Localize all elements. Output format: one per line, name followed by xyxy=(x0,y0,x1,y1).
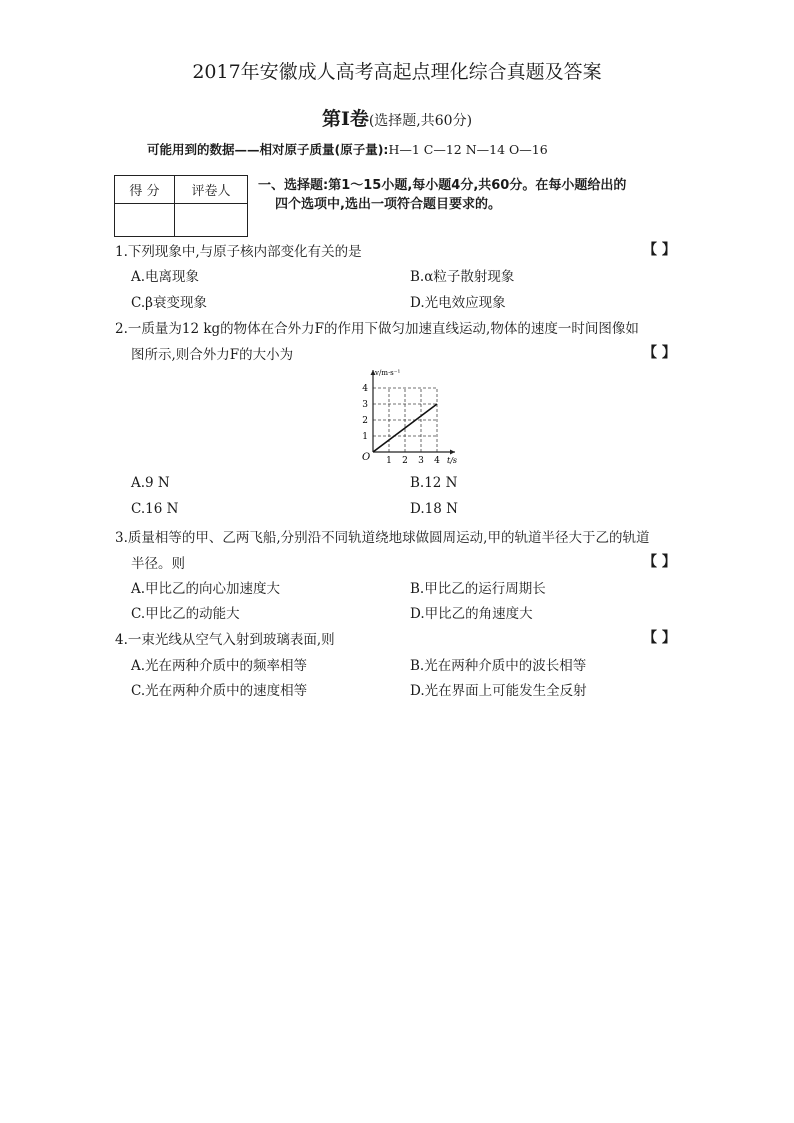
y-axis-label: v/m·s⁻¹ xyxy=(375,369,401,377)
q2-stem-line-2: 图所示,则合外力F的大小为 xyxy=(131,347,294,363)
x-axis-label: t/s xyxy=(447,456,458,465)
x-tick-label: 1 xyxy=(386,456,392,466)
grader-header: 评卷人 xyxy=(175,176,248,204)
x-tick-label: 4 xyxy=(434,456,440,466)
q4-option-a: A.光在两种介质中的频率相等 xyxy=(131,658,308,674)
y-tick-label: 4 xyxy=(362,384,368,394)
x-tick-label: 2 xyxy=(402,456,408,466)
grader-cell xyxy=(175,204,248,237)
y-tick-label: 3 xyxy=(362,400,368,410)
origin-label: O xyxy=(362,452,371,463)
atomic-mass-label: 可能用到的数据——相对原子质量(原子量): xyxy=(147,142,389,157)
q3-stem-line-1: 3.质量相等的甲、乙两飞船,分别沿不同轨道绕地球做圆周运动,甲的轨道半径大于乙的轨道 xyxy=(115,530,650,546)
section-line-1: 一、选择题:第1～15小题,每小题4分,共60分。在每小题给出的 xyxy=(258,178,627,193)
q3-answer-bracket: 【 】 xyxy=(643,554,676,570)
y-tick-label: 2 xyxy=(362,416,368,426)
q1-answer-bracket: 【 】 xyxy=(643,242,676,258)
section-instructions xyxy=(258,176,626,214)
volume-subtitle: (选择题,共60分) xyxy=(368,113,473,129)
score-cell xyxy=(115,204,175,237)
volume-header xyxy=(0,104,794,131)
q2-option-d: D.18 N xyxy=(410,501,458,517)
q3-option-a: A.甲比乙的向心加速度大 xyxy=(131,581,281,597)
q3-option-d: D.甲比乙的角速度大 xyxy=(410,606,533,622)
q2-answer-bracket: 【 】 xyxy=(643,345,676,361)
score-table xyxy=(114,175,248,237)
volume-title: 第Ⅰ卷 xyxy=(321,108,369,130)
section-line-2: 四个选项中,选出一项符合题目要求的。 xyxy=(275,197,501,212)
q2-option-a: A.9 N xyxy=(131,475,170,491)
q4-option-c: C.光在两种介质中的速度相等 xyxy=(131,683,308,699)
q2-option-b: B.12 N xyxy=(410,475,458,491)
q4-option-d: D.光在界面上可能发生全反射 xyxy=(410,683,587,699)
atomic-mass-line xyxy=(147,140,548,158)
q4-answer-bracket: 【 】 xyxy=(643,630,676,646)
q3-option-c: C.甲比乙的动能大 xyxy=(131,606,240,622)
q4-option-b: B.光在两种介质中的波长相等 xyxy=(410,658,587,674)
q1-stem: 1.下列现象中,与原子核内部变化有关的是 xyxy=(115,244,362,260)
atomic-mass-values: H—1 C—12 N—14 O—16 xyxy=(388,142,548,157)
q1-option-a: A.电离现象 xyxy=(131,269,200,285)
q2-stem-line-1: 2.一质量为12 kg的物体在合外力F的作用下做匀加速直线运动,物体的速度一时间图像如 xyxy=(115,321,639,337)
q1-option-d: D.光电效应现象 xyxy=(410,295,506,311)
q2-option-c: C.16 N xyxy=(131,501,179,517)
chart-grid xyxy=(373,388,437,452)
velocity-time-chart xyxy=(355,364,465,470)
q3-option-b: B.甲比乙的运行周期长 xyxy=(410,581,546,597)
x-axis-arrow xyxy=(450,450,455,455)
x-tick-label: 3 xyxy=(418,456,424,466)
score-header: 得 分 xyxy=(115,176,175,204)
q1-option-b: B.α粒子散射现象 xyxy=(410,269,515,285)
q3-stem-line-2: 半径。则 xyxy=(131,556,185,572)
y-tick-label: 1 xyxy=(362,432,368,442)
document-title: 2017年安徽成人高考高起点理化综合真题及答案 xyxy=(192,61,602,83)
q4-stem: 4.一束光线从空气入射到玻璃表面,则 xyxy=(115,632,335,648)
q1-option-c: C.β衰变现象 xyxy=(131,295,207,311)
